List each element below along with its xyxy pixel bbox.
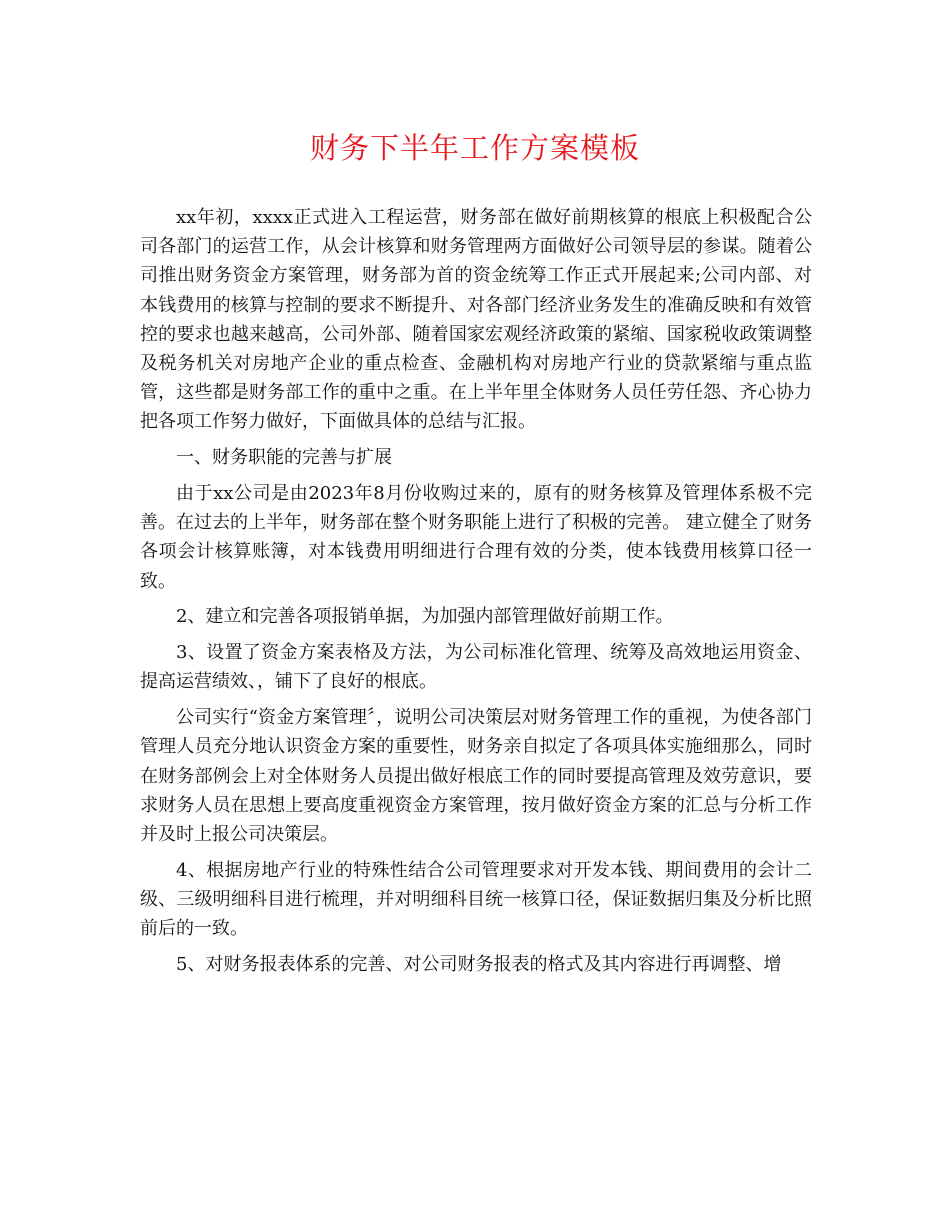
paragraph-acquisition: 由于xx公司是由2023年8月份收购过来的，原有的财务核算及管理体系极不完善。在过去的上半年，财务部在整个财务职能上进行了积极的完善。 建立健全了财务各项会计核算账簿，对本钱费用明细进行合理有效的分类，使本钱费用核算口径一致。 [140,483,812,592]
document-title: 财务下半年工作方案模板 [309,131,640,165]
document-body [140,203,812,986]
list-item-2: 2、建立和完善各项报销单据，为加强内部管理做好前期工作。 [176,606,674,628]
list-item-4: 4、根据房地产行业的特殊性结合公司管理要求对开发本钱、期间费用的会计二级、三级明细科目进行梳理，并对明细科目统一核算口径，保证数据归集及分析比照前后的一致。 [140,859,812,940]
section-heading-1: 一、财务职能的完善与扩展 [176,447,392,469]
list-item-5: 5、对财务报表体系的完善、对公司财务报表的格式及其内容进行再调整、增 [176,954,782,976]
list-item-3: 3、设置了资金方案表格及方法，为公司标准化管理、统筹及高效地运用资金、提高运营绩效、，铺下了良好的根底。 [140,642,812,693]
paragraph-fund-plan: 公司实行“资金方案管理〞，说明公司决策层对财务管理工作的重视，为使各部门管理人员充分地认识资金方案的重要性，财务亲自拟定了各项具体实施细那么，同时在财务部例会上对全体财务人员提出做好根底工作的同时要提高管理及效劳意识，要求财务人员在思想上要高度重视资金方案管理，按月做好资金方案的汇总与分析工作并及时上报公司决策层。 [140,707,812,846]
paragraph-intro: xx年初，xxxx正式进入工程运营，财务部在做好前期核算的根底上积极配合公司各部门的运营工作，从会计核算和财务管理两方面做好公司领导层的参谋。随着公司推出财务资金方案管理，财务部为首的资金统筹工作正式开展起来;公司内部、对本钱费用的核算与控制的要求不断提升、对各部门经济业务发生的准确反映和有效管控的要求也越来越高，公司外部、随着国家宏观经济政策的紧缩、国家税收政策调整及税务机关对房地产企业的重点检查、金融机构对房地产行业的贷款紧缩与重点监管，这些都是财务部工作的重中之重。在上半年里全体财务人员任劳任怨、齐心协力把各项工作努力做好，下面做具体的总结与汇报。 [140,207,812,433]
